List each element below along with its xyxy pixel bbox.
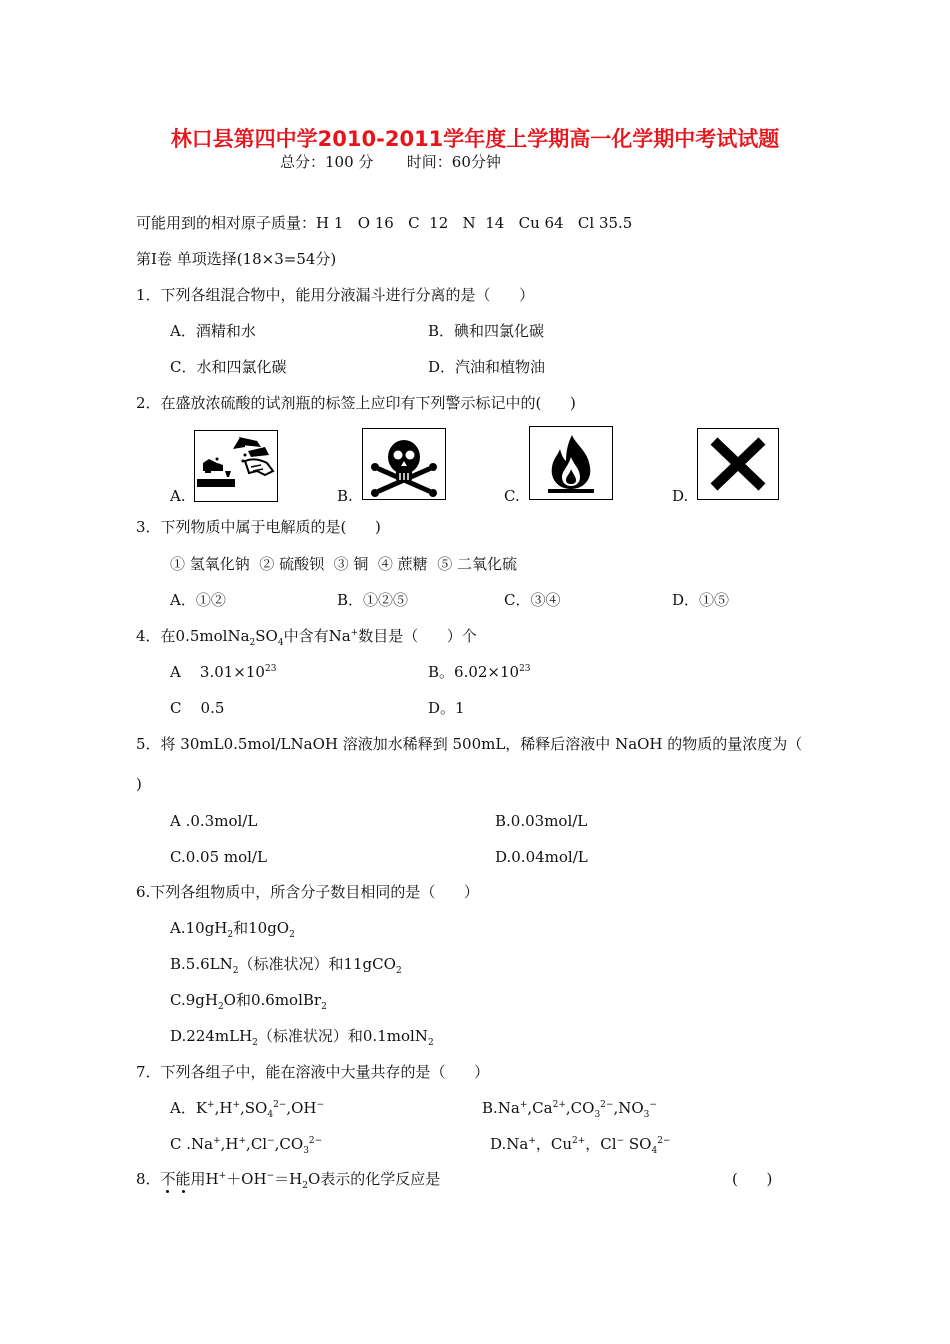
q4-option-a: A $3.01\times 10^{23}$ [170, 663, 277, 681]
q7-option-a: A．$K^+,H^+,SO_4^{2-},OH^-$ [170, 1099, 325, 1120]
harmful-cross-icon [697, 428, 779, 500]
q2-option-d: D. [672, 487, 689, 505]
exam-title: 林口县第四中学2010-2011学年度上学期高一化学期中考试试题 [170, 127, 780, 151]
q5-option-c: C.0.05 mol/L [170, 848, 267, 866]
q4-option-b: B。$6.02\times 10^{23}$ [428, 663, 531, 681]
q6-option-b: $B.5.6LN_2$（标准状况）和11gCO$_2$ [170, 955, 402, 976]
q5-option-d: D.0.04mol/L [495, 848, 588, 866]
q7-option-b: $B.Na^+,Ca^{2+},CO_3^{2-},NO_3^-$ [482, 1099, 657, 1120]
q3-option-a: A．①② [170, 591, 226, 609]
corrosive-icon [194, 430, 278, 502]
q3-option-b: B．①②⑤ [337, 591, 409, 609]
q7-stem: 7．下列各组子中，能在溶液中大量共存的是（ ） [136, 1063, 490, 1081]
q6-option-a: $A.10gH_2$和$10gO_2$ [170, 919, 295, 940]
exam-meta: 总分：100 分 时间：60分钟 [280, 153, 501, 171]
emphasis-dot [166, 1190, 169, 1193]
q3-option-c: C．③④ [504, 591, 561, 609]
q4-option-d: D。1 [428, 699, 465, 717]
q1-option-c: C．水和四氯化碳 [170, 358, 287, 376]
q3-stem: 3．下列物质中属于电解质的是( ) [136, 518, 381, 536]
q7-option-c: C $.Na^+,H^+,Cl^-,CO_3^{2-}$ [170, 1135, 323, 1156]
section-heading: 第Ⅰ卷 单项选择(18×3=54分) [136, 250, 337, 268]
q1-stem: 1．下列各组混合物中，能用分液漏斗进行分离的是（ ） [136, 286, 535, 304]
toxic-skull-icon [362, 428, 446, 500]
q5-stem-cont: ) [136, 775, 142, 793]
q6-stem: 6.下列各组物质中，所含分子数目相同的是（ ） [136, 883, 479, 901]
emphasis-dot [182, 1190, 185, 1193]
q2-option-b: B. [337, 487, 353, 505]
q5-option-a: A .0.3mol/L [170, 812, 258, 830]
q2-stem: 2．在盛放浓硫酸的试剂瓶的标签上应印有下列警示标记中的( ) [136, 394, 576, 412]
q1-option-d: D．汽油和植物油 [428, 358, 546, 376]
q1-option-b: B．碘和四氯化碳 [428, 322, 545, 340]
q2-option-a: A. [170, 487, 186, 505]
q8-stem: 8．不能用$H^++OH^-=H_2O$表示的化学反应是 [136, 1170, 441, 1191]
q4-stem: 4．在$0.5molNa_2SO_4$中含有Na+数目是（ ）个 [136, 627, 477, 648]
q6-option-c: $C.9gH_2O$和0.6molBr$_2$ [170, 991, 327, 1012]
q5-option-b: B.0.03mol/L [495, 812, 588, 830]
q8-answer-paren: ( ) [732, 1170, 773, 1188]
q6-option-d: D.224mLH$_2$（标准状况）和0.1molN$_2$ [170, 1027, 434, 1048]
flammable-flame-icon [529, 426, 613, 500]
q3-option-d: D．①⑤ [672, 591, 730, 609]
atomic-masses: 可能用到的相对原子质量：H 1 O 16 C 12 N 14 Cu 64 Cl 35.5 [136, 214, 633, 232]
q7-option-d: D.Na+，$Cu^{2+}$，Cl− $SO_4^{2-}$ [490, 1135, 671, 1156]
q2-option-c: C. [504, 487, 520, 505]
q5-stem: 5．将 30mL0.5mol/LNaOH 溶液加水稀释到 500mL，稀释后溶液中 NaOH 的物质的量浓度为（ [136, 735, 803, 753]
q1-option-a: A．酒精和水 [170, 322, 256, 340]
q3-items: ① 氢氧化钠 ② 硫酸钡 ③ 铜 ④ 蔗糖 ⑤ 二氧化硫 [170, 555, 517, 573]
q4-option-c: C 0.5 [170, 699, 225, 717]
